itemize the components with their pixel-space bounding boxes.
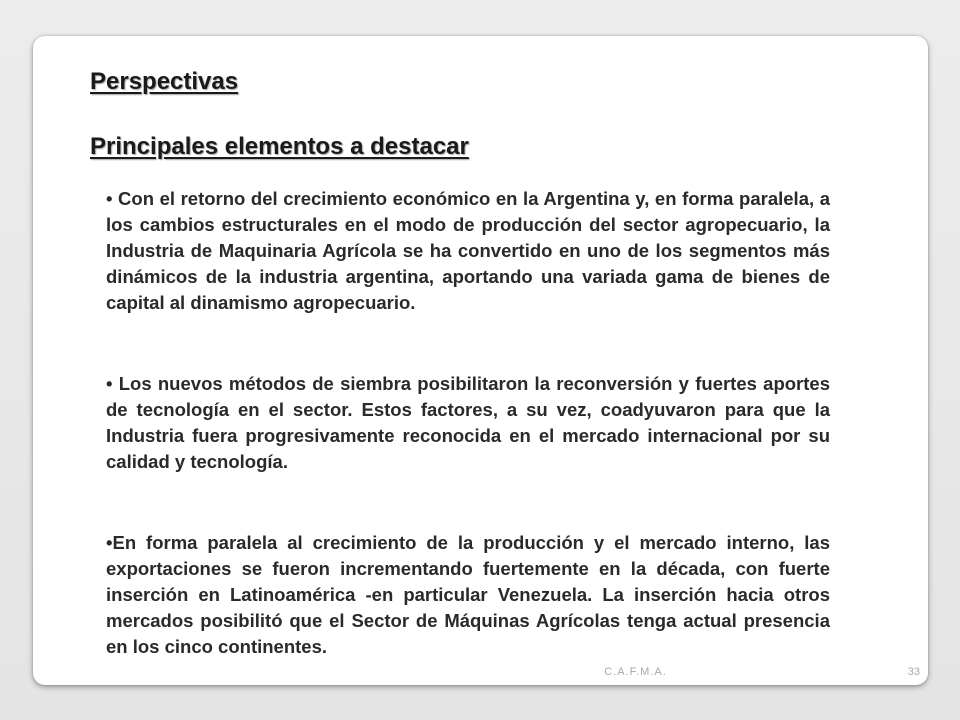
bullet-text: Con el retorno del crecimiento económico en la Argentina y, en forma paralela, a los cambios estructurales en el modo de producción del sector agropecuario, la Industria de Maquinaria Agrícola se ha convertido en uno de los segmentos más dinámicos de la industria argentina, aportando una variada gama de bienes de capital al dinamismo agropecuario. — [106, 188, 830, 313]
footer-organization: C.A.F.M.A. — [604, 666, 667, 678]
bullet-item — [106, 371, 830, 475]
slide-subtitle: Principales elementos a destacar — [90, 133, 469, 160]
bullet-item — [106, 186, 830, 316]
bullet-marker: • — [106, 532, 113, 553]
bullet-list — [106, 186, 830, 660]
slide — [33, 36, 928, 685]
bullet-text: Los nuevos métodos de siembra posibilitaron la reconversión y fuertes aportes de tecnología en el sector. Estos factores, a su vez, coadyuvaron para que la Industria fuera progresivamente reconocida en el mercado internacional por su calidad y tecnología. — [106, 373, 830, 472]
bullet-item — [106, 530, 830, 660]
slide-title: Perspectivas — [90, 68, 239, 95]
bullet-text: En forma paralela al crecimiento de la producción y el mercado interno, las exportaciones se fueron incrementando fuertemente en la década, con fuerte inserción en Latinoamérica -en particular Venezuela. La inserción hacia otros mercados posibilitó que el Sector de Máquinas Agrícolas tenga actual presencia en los cinco continentes. — [106, 532, 830, 657]
page-number: 33 — [907, 666, 920, 678]
bullet-marker: • — [106, 188, 113, 209]
bullet-marker: • — [106, 373, 113, 394]
